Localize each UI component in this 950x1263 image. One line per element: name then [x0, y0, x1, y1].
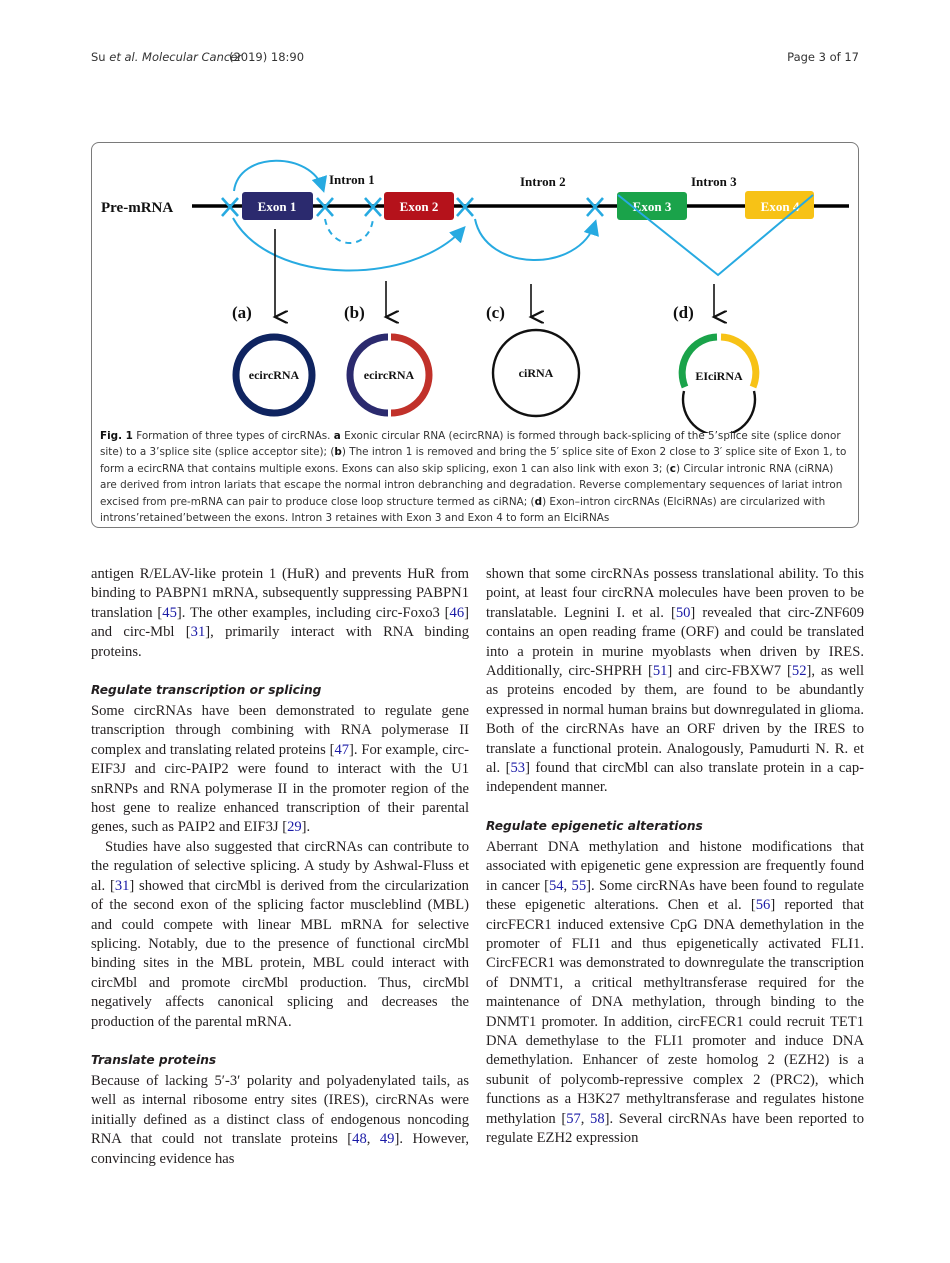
citation-link[interactable]: 51	[652, 663, 668, 680]
intron-1-label: Intron 1	[329, 172, 375, 187]
intron-3-label: Intron 3	[691, 174, 737, 189]
svg-text:Exon 3: Exon 3	[632, 199, 672, 214]
premrna-label: Pre-mRNA	[101, 200, 174, 216]
svg-text:Exon 2: Exon 2	[399, 199, 439, 214]
header-year-volume: (2019) 18:90	[229, 50, 305, 64]
right-column	[486, 565, 864, 1148]
caption-panel-d: d	[534, 495, 543, 508]
eicirna-circle	[682, 337, 756, 433]
section-heading-epigenetic: Regulate epigenetic alterations	[486, 818, 703, 833]
fig-label: Fig. 1	[100, 430, 133, 442]
caption-text: ) Exon–intron circRNAs (ElciRNAs) are circularized with introns’retained’between the exons. Intron 3 retaines with Exon 3 and Exon 4 to form an ElciRNAs	[100, 495, 826, 525]
svg-text:ciRNA: ciRNA	[518, 366, 554, 380]
svg-text:Exon 4: Exon 4	[760, 199, 800, 214]
svg-text:Exon 1: Exon 1	[257, 199, 297, 214]
caption-text: ) The intron 1 is removed and bring the 5′ splice site of Exon 2 close to 3′ splice site of Exon 1, to form a ecircRNA that contains multiple exons. Exons can also skip splicing, exon 1 can also link with exon 3; (	[100, 446, 847, 475]
panel-b-label: (b)	[344, 303, 365, 322]
panel-d-label: (d)	[673, 303, 694, 322]
citation-link[interactable]: 52	[791, 663, 807, 680]
intron-2-label: Intron 2	[520, 174, 566, 189]
citation-link[interactable]: 55	[571, 877, 587, 894]
left-column	[91, 565, 469, 1169]
citation-link[interactable]: 31	[114, 877, 130, 894]
citation-link[interactable]: 50	[675, 604, 691, 621]
exon-2	[384, 192, 454, 220]
citation-link[interactable]: 49	[379, 1131, 395, 1148]
cirna-circle	[493, 330, 579, 416]
figure-caption	[100, 428, 852, 526]
citation-link[interactable]: 56	[755, 897, 771, 914]
header-journal: et al. Molecular Cancer	[109, 50, 242, 64]
ecircrna-circle-a	[236, 337, 312, 413]
caption-panel-b: b	[334, 446, 342, 459]
section-heading-translate: Translate proteins	[91, 1052, 217, 1067]
paragraph: shown that some circRNAs possess translational ability. To this point, at least four circRNA molecules have been proven to be translatable. Legnini I. et al. [50] revealed that circ-ZNF609 contains an open reading frame (ORF) and could be translated into a protein in murine myoblasts when driven by IRES. Additionally, circ-SHPRH [51] and circ-FBXW7 [52], as well as proteins encoded by them, are found to be abundantly expressed in normal human brains but downregulated in glioma. Both of the circRNAs have an ORF driven by the IRES to translate a functional protein. Analogously, Pamudurti N. R. et al. [53] found that circMbl can also translate protein in a cap-independent manner.	[486, 566, 865, 796]
header-page-number: Page 3 of 17	[787, 50, 859, 64]
caption-text: Formation of three types of circRNAs.	[132, 430, 334, 442]
citation-link[interactable]: 58	[590, 1110, 605, 1127]
header-author: Su	[91, 50, 106, 64]
section-heading-transcription: Regulate transcription or splicing	[91, 683, 322, 698]
caption-text: Exonic circular RNA (ecircRNA) is formed through back-splicing of the 5’splice site (splice donor site) to a 3’splice site (splice acceptor site); (	[100, 430, 841, 459]
citation-link[interactable]: 54	[548, 877, 564, 894]
paragraph: Aberrant DNA methylation and histone modifications that associated with epigenetic gene expression are frequently found in cancer [54, 55]. Some circRNAs have been found to regulate these epigenetic alterations. Chen et al. [56] reported that circFECR1 induced extensive CpG DNA demethylation in the promoter of FLI1 and thus epigenetically activated FLI1. CircFECR1 was demonstrated to downregulate the transcription of DNMT1, a critical methyltransferase required for the maintenance of DNA methylation, through binding to the DNMT1 promoter. In addition, circFECR1 could recruit TET1 DNA demethylase to the FLI1 promoter and induce DNA demethylation. Enhancer of zeste homolog 2 (EZH2) is a subunit of polycomb-repressive complex 2 (PRC2), which functions as a H3K27 methyltransferase and regulates histone methylation [57, 58]. Several circRNAs have been reported to regulate EZH2 expression	[486, 838, 864, 1146]
ecircrna-circle-b	[350, 337, 429, 413]
circrna-formation-diagram	[92, 143, 860, 433]
citation-link[interactable]: 47	[334, 741, 350, 758]
caption-panel-a: a	[333, 430, 341, 442]
panel-a-label: (a)	[232, 303, 252, 322]
svg-text:ecircRNA: ecircRNA	[248, 368, 300, 382]
citation-link[interactable]: 29	[287, 819, 302, 836]
paragraph: Because of lacking 5′-3′ polarity and polyadenylated tails, as well as internal ribosome entry sites (IRES), circRNAs were initially defined as a distinct class of endogenous noncoding RNA that could not translate proteins [48, 49]. However, convincing evidence has	[91, 1072, 469, 1167]
paragraph: Some circRNAs have been demonstrated to regulate gene transcription through combining with RNA polymerase II complex and translating related proteins [47]. For example, circ-EIF3J and circ-PAIP2 were found to interact with the U1 snRNPs and RNA polymerase II in the promoter region of the host gene to realize enhanced transcription of their parental genes, such as PAIP2 and EIF3J [29].	[91, 703, 469, 836]
citation-link[interactable]: 48	[352, 1131, 367, 1148]
paragraph: Studies have also suggested that circRNAs can contribute to the regulation of selective splicing. A study by Ashwal-Fluss et al. [31] showed that circMbl is derived from the circularization of the second exon of the splicing factor muscleblind (MBL) and could compete with linear MBL mRNA for selective splicing. Notably, due to the presence of functional circMbl binding sites in the MBL protein, MBL could interact with circMbl and promote circMbl production. Thus, circMbl negatively affects canonical splicing and decreases the production of the parental mRNA.	[91, 838, 469, 1030]
citation-link[interactable]: 53	[510, 760, 526, 777]
panel-c-label: (c)	[486, 303, 505, 322]
exon-3	[617, 192, 687, 220]
citation-link[interactable]: 57	[566, 1110, 581, 1127]
running-header-citation	[91, 50, 242, 64]
svg-text:ecircRNA: ecircRNA	[363, 368, 415, 382]
svg-text:EIciRNA: EIciRNA	[695, 369, 743, 383]
citation-link[interactable]: 45	[162, 604, 177, 621]
caption-panel-c: c	[669, 462, 676, 475]
citation-link[interactable]: 46	[449, 604, 465, 621]
exon-1	[242, 192, 313, 220]
paragraph: antigen R/ELAV-like protein 1 (HuR) and prevents HuR from binding to PABPN1 mRNA, subsequently suppressing PABPN1 translation [45]. The other examples, including circ-Foxo3 [46] and circ-Mbl [31], primarily interact with RNA binding proteins.	[91, 566, 469, 660]
caption-text: ) Circular intronic RNA (ciRNA) are derived from intron lariats that escape the normal intron debranching and degradation. Reverse complementary sequences of lariat intron excised from pre-mRNA can pair to produce close loop structure termed as ciRNA; (	[100, 462, 843, 508]
exon-4	[745, 191, 814, 219]
citation-link[interactable]: 31	[190, 624, 206, 641]
